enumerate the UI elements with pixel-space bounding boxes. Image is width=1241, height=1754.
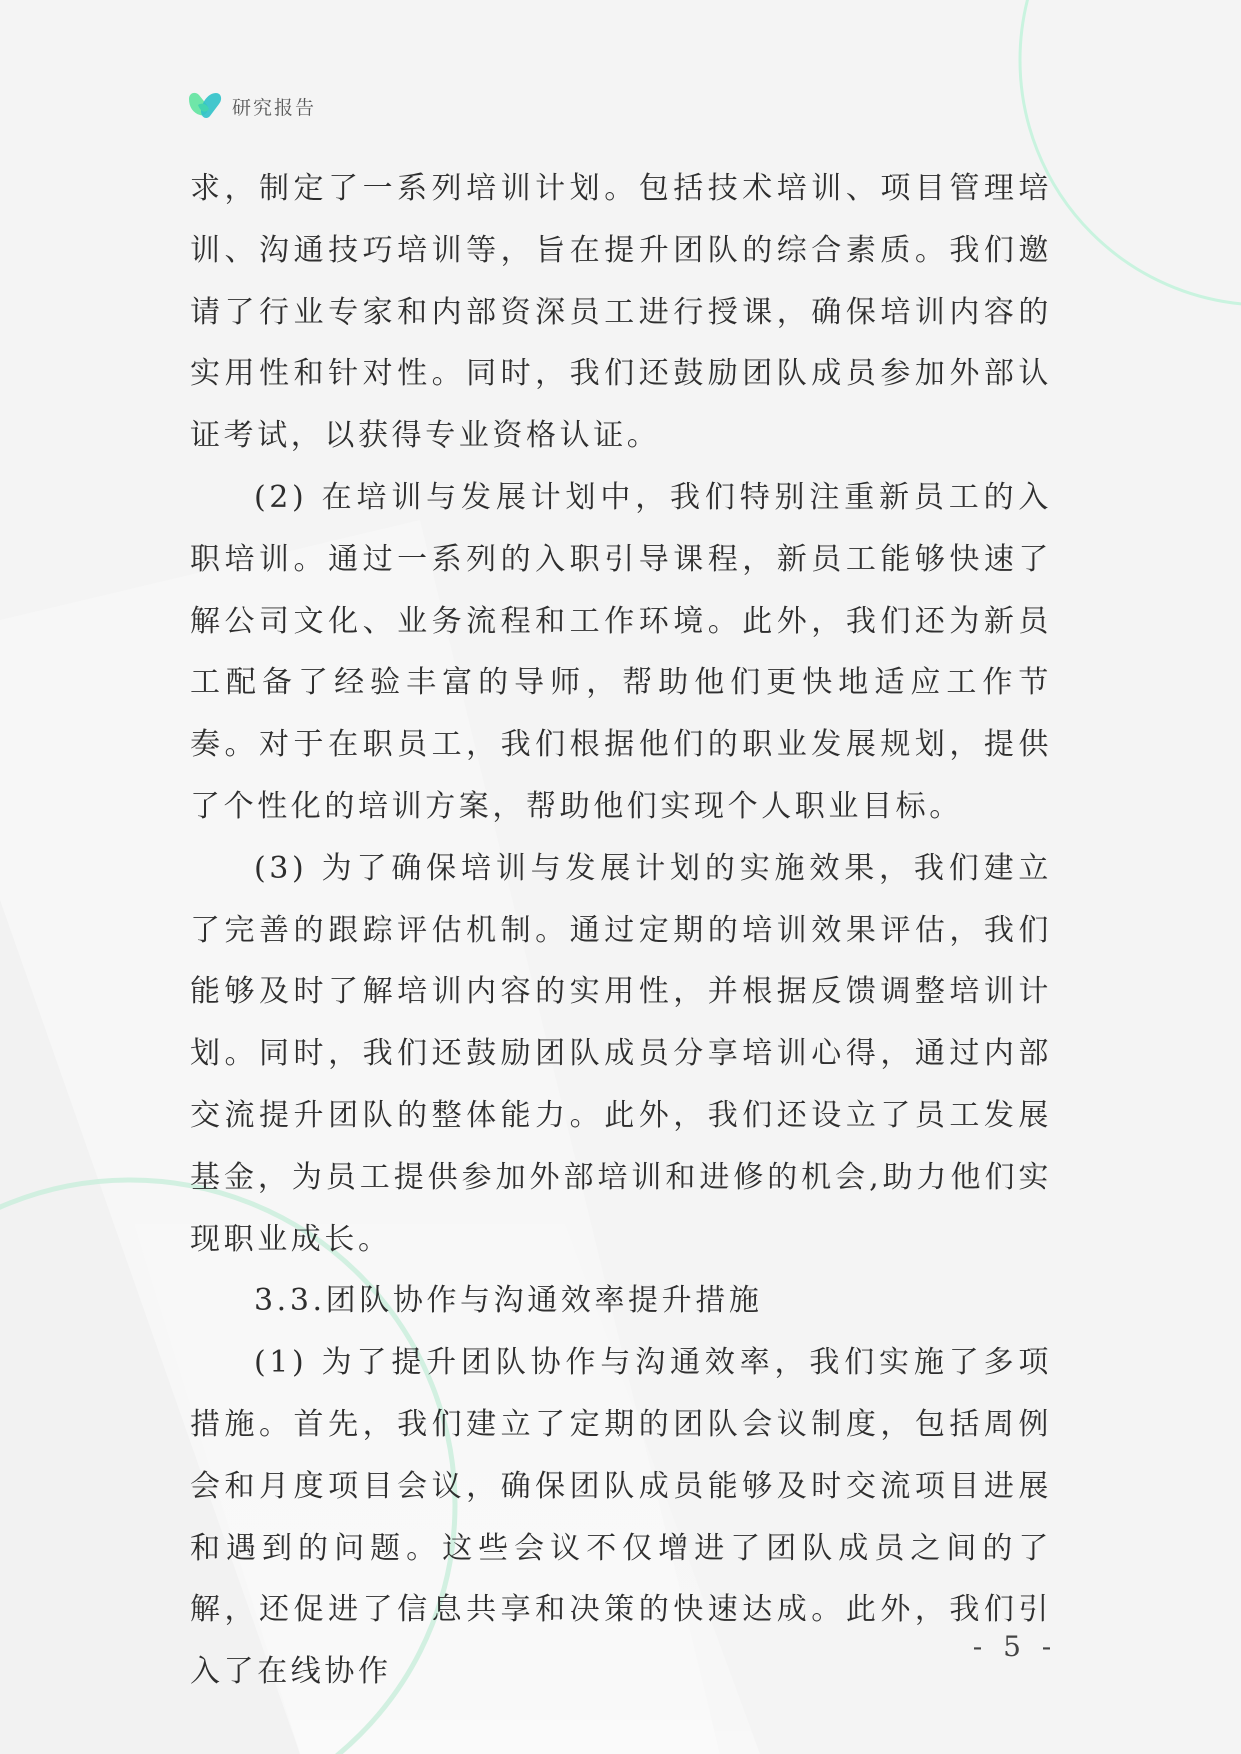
section-heading: 3.3.团队协作与沟通效率提升措施 <box>254 1283 763 1319</box>
body-paragraph: (3) 为了确保培训与发展计划的实施效果，我们建立了完善的跟踪评估机制。通过定期的培训效果评估，我们能够及时了解培训内容的实用性，并根据反馈调整培训计划。同时，我们还鼓励团队成员分享培训心得，通过内部交流提升团队的整体能力。此外，我们还设立了员工发展基金，为员工提供参加外部培训和进修的机会,助力他们实现职业成长。 <box>190 850 1052 1257</box>
document-body <box>190 158 1052 1703</box>
body-paragraph: (1) 为了提升团队协作与沟通效率，我们实施了多项措施。首先，我们建立了定期的团队会议制度，包括周例会和月度项目会议，确保团队成员能够及时交流项目进展和遇到的问题。这些会议不仅增进了团队成员之间的了解，还促进了信息共享和决策的快速达成。此外，我们引入了在线协作 <box>190 1345 1052 1690</box>
body-paragraph: (2) 在培训与发展计划中，我们特别注重新员工的入职培训。通过一系列的入职引导课程，新员工能够快速了解公司文化、业务流程和工作环境。此外，我们还为新员工配备了经验丰富的导师，帮助他们更快地适应工作节奏。对于在职员工，我们根据他们的职业发展规划，提供了个性化的培训方案，帮助他们实现个人职业目标。 <box>190 479 1052 824</box>
page-header <box>186 88 316 124</box>
page-number: - 5 - <box>972 1630 1058 1663</box>
header-title: 研究报告 <box>232 96 317 119</box>
body-paragraph: 求，制定了一系列培训计划。包括技术培训、项目管理培训、沟通技巧培训等，旨在提升团队的综合素质。我们邀请了行业专家和内部资深员工进行授课，确保培训内容的实用性和针对性。同时，我们还鼓励团队成员参加外部认证考试，以获得专业资格认证。 <box>190 171 1052 454</box>
report-logo-icon <box>186 89 224 123</box>
